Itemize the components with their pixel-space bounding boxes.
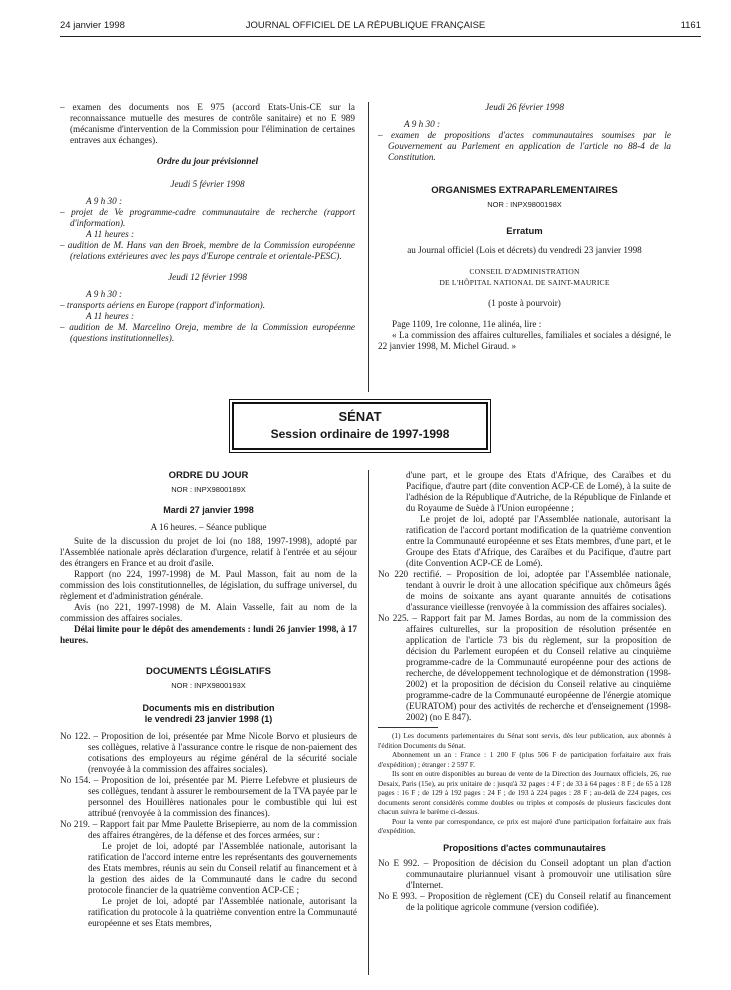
header-date: 24 janvier 1998: [60, 20, 125, 31]
intro-paragraph: – examen des documents nos E 975 (accord Etats-Unis-CE sur la reconnaissance mutuelle des mesures de contrôle sanitaire) et no E 989 (mécanisme d'intervention de la Commission pour l'élimination de certaines entraves aux échanges).: [60, 102, 355, 145]
document-n219-part-a: Le projet de loi, adopté par l'Assemblée nationale, autorisant la ratification de l'accord interne entre les représentants des gouvernements des Etats membres, réunis au sein du Conseil relatif au financement et à la gestion des aides de la Communauté dans le cadre du second protocole financier de la quatrième convention ACP-CE ;: [88, 841, 357, 895]
correction-quote: « La commission des affaires culturelles, familiales et sociales a désigné, le 22 janvier 1998, M. Michel Giraud. »: [378, 330, 671, 351]
conseil-line1: CONSEIL D'ADMINISTRATION: [469, 267, 580, 276]
column-divider-top: [368, 102, 369, 392]
document-n225: No 225. – Rapport fait par M. James Bordas, au nom de la commission des affaires culturelles, sur la proposition de résolution présentée en application de l'article 73 bis du règlement, sur la proposition de décision du Parlement européen et du Conseil relative au cinquième programme-cadre de la Communauté européenne pour des actions de recherche, de développement technologique et de démonstration (1998-2002) et la proposition de décision du Conseil relative au cinquième programme-cadre de la Communauté européenne de l'énergie atomique (EURATOM) pour des activités de recherche et d'enseignement (1998-2002) (no E 847).: [378, 613, 671, 722]
time-heading: A 9 h 30 :: [404, 119, 441, 129]
distribution-heading-1: Documents mis en distribution: [142, 703, 275, 713]
header-page-number: 1161: [680, 20, 701, 31]
document-n122: No 122. – Proposition de loi, présentée par Mme Nicole Borvo et plusieurs de ses collègues, relative à l'assurance contre le risque de non-paiement des cotisations des employeurs au régime général de la sécurité sociale (renvoyée à la commission des affaires sociales).: [60, 731, 357, 774]
document-n219-continued: d'une part, et le groupe des Etats d'Afrique, des Caraïbes et du Pacifique, d'autre part (dite convention ACP-CE de Lomé), à la suite de l'adhésion de la République d'Autriche, de la République de Finlande et du Royaume de Suède à l'Union européenne ;: [406, 470, 671, 513]
mardi-date: Mardi 27 janvier 1998: [163, 505, 254, 515]
top-right-column: [378, 102, 671, 352]
column-divider-bottom: [368, 470, 369, 975]
time-heading: A 11 heures :: [86, 229, 135, 239]
document-n219-part-c: Le projet de loi, adopté par l'Assemblée nationale, autorisant la ratification de l'accord portant modification de la quatrième convention entre la Communauté européenne et ses Etats membres, d'une part, et le Groupe des Etats d'Afrique, des Caraïbes et du Pacifique, d'autre part (dite Convention ACP-CE de Lomé).: [406, 514, 671, 568]
ordre-du-jour-title: ORDRE DU JOUR: [168, 470, 249, 481]
document-n220: No 220 rectifié. – Proposition de loi, adoptée par l'Assemblée nationale, tendant à ouvrir le droit à une allocation spécifique aux chômeurs âgés de moins de soixante ans ayant quarante annuités de cotisations d'assurance vieillesse (renvoyée à la commission des affaires sociales).: [378, 569, 671, 612]
date-feb26: Jeudi 26 février 1998: [485, 102, 564, 112]
agenda-item: – audition de M. Marcelino Oreja, membre de la Commission européenne (questions institutionnelles).: [60, 322, 355, 343]
time-heading: A 11 heures :: [86, 311, 135, 321]
ordre-du-jour-nor: NOR : INPX9800189X: [171, 485, 246, 494]
time-heading: A 9 h 30 :: [86, 289, 123, 299]
header-rule: [60, 36, 701, 37]
agenda-item: – transports aériens en Europe (rapport d'information).: [60, 300, 266, 310]
delai-paragraph: Délai limite pour le dépôt des amendements : lundi 26 janvier 1998, à 17 heures.: [60, 624, 357, 645]
poste-note: (1 poste à pourvoir): [488, 298, 561, 308]
ordre-title: Ordre du jour prévisionnel: [156, 156, 259, 166]
agenda-item: – examen de propositions d'actes communautaires soumises par le Gouvernement au Parlement en application de l'article no 88-4 de la Constitution.: [378, 130, 671, 162]
erratum-title: Erratum: [506, 226, 543, 237]
conseil-line2: DE L'HÔPITAL NATIONAL DE SAINT-MAURICE: [439, 278, 610, 287]
footnote-shipping: Pour la vente par correspondance, ce prix est majoré d'une participation forfaitaire aux frais d'expédition.: [378, 816, 671, 835]
avis-paragraph: Avis (no 221, 1997-1998) de M. Alain Vasselle, fait au nom de la commission des affaires sociales.: [60, 602, 357, 623]
documents-legislatifs-nor: NOR : INPX9800193X: [171, 681, 246, 690]
footnote-1: (1) Les documents parlementaires du Sénat sont servis, dès leur publication, aux abonnés à l'édition Documents du Sénat.: [378, 731, 671, 750]
bottom-right-column: [378, 470, 671, 913]
seance-line: A 16 heures. – Séance publique: [150, 522, 267, 532]
bottom-left-column: [60, 470, 357, 929]
propositions-title: Propositions d'actes communautaires: [443, 842, 606, 853]
documents-legislatifs-title: DOCUMENTS LÉGISLATIFS: [146, 666, 271, 677]
erratum-text: au Journal officiel (Lois et décrets) du vendredi 23 janvier 1998: [407, 245, 642, 255]
document-n154: No 154. – Proposition de loi, présentée par M. Pierre Lefebvre et plusieurs de ses collègues, tendant à assurer le remboursement de la TVA payée par le personnel des Houillères nationales pour le combustible qui lui est attribué (renvoyée à la commission des finances).: [60, 775, 357, 818]
distribution-heading-2: le vendredi 23 janvier 1998 (1): [144, 714, 273, 724]
discussion-paragraph: Suite de la discussion du projet de loi (no 188, 1997-1998), adopté par l'Assemblée nationale après déclaration d'urgence, relatif à l'entrée et au séjour des étrangers en France et au droit d'asile.: [60, 536, 357, 568]
document-n219: No 219. – Rapport fait par Mme Paulette Brisepierre, au nom de la commission des affaires étrangères, de la défense et des forces armées, sur :: [60, 819, 357, 840]
top-left-column: [60, 102, 355, 344]
footnote-rule: [378, 727, 438, 728]
agenda-item: – projet de Ve programme-cadre communautaire de recherche (rapport d'information).: [60, 207, 355, 228]
senat-banner: [232, 402, 488, 450]
document-n219-part-b: Le projet de loi, adopté par l'Assemblée nationale, autorisant la ratification du protocole à la quatrième convention entre la Communauté européenne et ses Etats membres,: [88, 896, 357, 928]
agenda-item: – audition de M. Hans van den Broek, membre de la Commission européenne (relations extérieures avec les pays d'Europe centrale et orientale-PESC).: [60, 240, 355, 261]
date-feb5: Jeudi 5 février 1998: [170, 179, 245, 189]
time-heading: A 9 h 30 :: [86, 196, 123, 206]
document-e993: No E 993. – Proposition de règlement (CE) du Conseil relatif au financement de la politique agricole commune (version codifiée).: [378, 890, 671, 912]
footnote-prices: Ils sont en outre disponibles au bureau de vente de la Direction des Journaux officiels, 26, rue Desaix, Paris (15e), au prix unitaire de : jusqu'à 32 pages : 4 F ; de 33 à 64 pages : 8 F ; de 65 à 128 pages : 16 F ; de 129 à 192 pages : 24 F ; de 193 à 224 pages : 28 F ; au-delà de 224 pages, ces documents seront considérés comme doubles ou triples et composés de plusieurs fascicules dont chacun suivra le barème ci-dessus.: [378, 769, 671, 816]
header-title: JOURNAL OFFICIEL DE LA RÉPUBLIQUE FRANÇAISE: [245, 20, 486, 31]
document-e992: No E 992. – Proposition de décision du Conseil adoptant un plan d'action communautaire pluriannuel visant à promouvoir une utilisation sûre d'Internet.: [378, 857, 671, 890]
senat-title: SÉNAT: [338, 409, 382, 424]
date-feb12: Jeudi 12 février 1998: [168, 272, 247, 282]
organismes-nor: NOR : INPX9800198X: [487, 200, 562, 209]
footnote-subscription: Abonnement un an : France : 1 200 F (plus 506 F de participation forfaitaire aux frais d'expédition) ; étranger : 2 597 F.: [378, 750, 671, 769]
rapport-paragraph: Rapport (no 224, 1997-1998) de M. Paul Masson, fait au nom de la commission des lois constitutionnelles, de législation, du suffrage universel, du règlement et d'administration générale.: [60, 569, 357, 601]
organismes-title: ORGANISMES EXTRAPARLEMENTAIRES: [431, 185, 618, 196]
page-reference: Page 1109, 1re colonne, 11e alinéa, lire :: [392, 319, 542, 329]
senat-session: Session ordinaire de 1997-1998: [270, 427, 450, 441]
